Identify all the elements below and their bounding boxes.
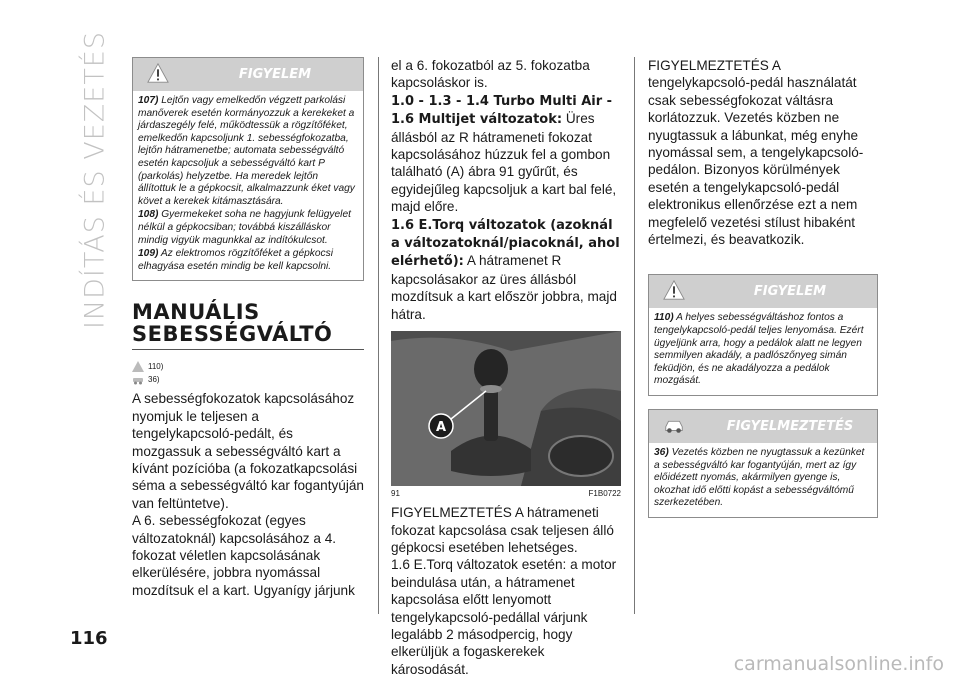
warning-item-number: 110): [654, 312, 674, 324]
warning-triangle-icon: [132, 361, 144, 372]
warning-box-1: [132, 57, 364, 281]
main-heading: [132, 301, 364, 350]
figure-caption: [391, 489, 621, 498]
paragraph: FIGYELMEZTETÉS A hátrameneti fokozat kapcsolása csak teljesen álló gépkocsi esetében lehetséges.: [391, 505, 614, 555]
reference-row: [132, 360, 364, 373]
column-divider: [634, 57, 635, 614]
warning-item-text: Lejtőn vagy emelkedőn végzett parkolási manőverek esetén kormányozzuk a kerekeket a járdaszegély felé, működtessük a rögzítőféket, emelkedőn kapcsoljunk 1. sebességfokozatba, lejtőn hátramenetbe; automata sebességváltó esetén kapcsoljuk a sebességváltó kart P (parkolás) helyzetbe. Ha meredek lejtőn állítottuk le a gépkocsit, alkalmazzunk éket vagy követ a kerekek kitámasztására.: [138, 95, 355, 207]
warning-item-text: Gyermekeket soha ne hagyjunk felügyelet nélkül a gépkocsiban; továbbá kiszálláskor mindig vigyük magunkkal az indítókulcsot.: [138, 209, 351, 246]
column-3-text: [648, 57, 878, 248]
warning-triangle-icon: [147, 62, 169, 84]
gear-shift-figure: [391, 331, 621, 486]
caution-box-title: FIGYELMEZTETÉS: [726, 419, 854, 435]
car-caution-icon: [132, 374, 144, 385]
warning-item: [138, 248, 358, 273]
subheading: 1.6 E.Torq változatok (azoknál a változatoknál/piacoknál, ahol elérhető):: [391, 217, 620, 270]
paragraph: A sebességfokozatok kapcsolásához nyomjuk le teljesen a tengelykapcsoló-pedált, és mozgassuk a sebességváltó kart a kívánt pozícióba (a fokozatkapcsolási séma a sebességváltó kar fogantyúján van feltüntetve).: [132, 391, 364, 511]
warning-box-1-title: FIGYELEM: [238, 67, 312, 82]
warning-item-text: A helyes sebességváltáshoz fontos a tengelykapcsoló-pedál teljes lenyomása. Ezért ügyeljünk arra, hogy a pedálok alatt ne legyen semmilyen akadály, a padlószőnyeg simán feküdjön, és ne akadályozza a pedálok mozgását.: [654, 312, 864, 387]
paragraph: [391, 92, 621, 216]
caution-item: [654, 447, 872, 510]
warning-box-1-body: [133, 91, 363, 280]
warning-item-number: 107): [138, 95, 159, 106]
reference-warning: 110): [148, 362, 164, 372]
section-title: INDÍTÁS ÉS VEZETÉS: [79, 30, 111, 330]
warning-triangle-icon: [663, 279, 685, 301]
subheading: 1.0 - 1.3 - 1.4 Turbo Multi Air - 1.6 Multijet változatok:: [391, 93, 613, 128]
main-heading-line1: MANUÁLIS: [132, 300, 260, 325]
gear-shift-illustration: [391, 331, 621, 486]
reference-row: [132, 373, 364, 386]
column-2-text: [391, 57, 621, 323]
main-heading-line2: SEBESSÉGVÁLTÓ: [132, 322, 333, 347]
caution-item-number: 36): [654, 447, 669, 459]
warning-item: [654, 312, 872, 388]
section-title-vertical: [80, 30, 110, 330]
warning-item: [138, 95, 358, 208]
paragraph: 1.6 E.Torq változatok esetén: a motor beindulása után, a hátramenet kapcsolása előtt lenyomott tengelykapcsoló-pedállal várjunk legalább 2 másodpercig, hogy elkerüljük a fogaskerekek károsodását.: [391, 557, 617, 677]
warning-box-2: [648, 274, 878, 396]
column-1-text: [132, 390, 364, 599]
warning-item-number: 108): [138, 209, 159, 221]
warning-item-number: 109): [138, 248, 159, 260]
caution-box: [648, 409, 878, 518]
page-number: 116: [70, 628, 108, 649]
paragraph-text: Üres állásból az R hátrameneti fokozat kapcsolásához húzzuk fel a gombon található (A) ábra 91 gyűrűt, és egyidejűleg kapcsoljuk a kart bal felé, majd előre.: [391, 111, 617, 215]
warning-box-2-header: [649, 275, 877, 308]
warning-item: [138, 209, 358, 247]
figure-label-a: A: [435, 420, 447, 436]
car-caution-icon: [663, 414, 685, 436]
paragraph: el a 6. fokozatból az 5. fokozatba kapcsoláskor is.: [391, 58, 590, 91]
caution-box-header: [649, 410, 877, 443]
column-1: [132, 57, 364, 599]
paragraph-text: A hátramenet R kapcsolásakor az üres állásból mozdítsuk a kart először jobbra, majd hátra.: [391, 253, 617, 322]
paragraph: [391, 216, 621, 323]
column-3: [648, 57, 878, 518]
watermark: carmanualsonline.info: [733, 653, 944, 675]
paragraph: FIGYELMEZTETÉS A tengelykapcsoló-pedál használatát csak sebességfokozat váltásra korlátozzuk. Vezetés közben ne nyugtassuk a lábunkat, még enyhe nyomással sem, a tengelykapcsoló-pedálon. Bizonyos körülmények esetén a tengelykapcsoló-pedál elektronikus ellenőrzése ezt a nem megfelelő vezetési stílust hibaként értelmezi, és beavatkozik.: [648, 58, 864, 248]
caution-box-body: [649, 443, 877, 517]
paragraph: A 6. sebességfokozat (egyes változatoknál) kapcsolásához a 4. fokozat véletlen kapcsolásának elkerülésére, jobbra nyomással mozdítsuk el a kart. Ugyanígy járjunk: [132, 513, 355, 598]
warning-item-text: Az elektromos rögzítőféket a gépkocsi elhagyása esetén mindig be kell kapcsolni.: [138, 248, 333, 272]
figure-code: F1B0722: [588, 489, 621, 499]
column-2-text-after-figure: [391, 504, 621, 678]
column-2: [391, 57, 621, 678]
reference-markers: [132, 360, 364, 386]
column-divider: [378, 57, 379, 614]
reference-caution: 36): [148, 375, 160, 385]
warning-box-2-title: FIGYELEM: [753, 284, 827, 300]
caution-item-text: Vezetés közben ne nyugtassuk a kezünket a sebességváltó kar fogantyúján, mert az így előidézett nyomás, akármilyen gyenge is, okozhat idő előtti kopást a sebességváltómű szerkezetében.: [654, 447, 865, 509]
warning-box-1-header: [133, 58, 363, 91]
figure-number: 91: [391, 489, 400, 499]
warning-box-2-body: [649, 308, 877, 395]
